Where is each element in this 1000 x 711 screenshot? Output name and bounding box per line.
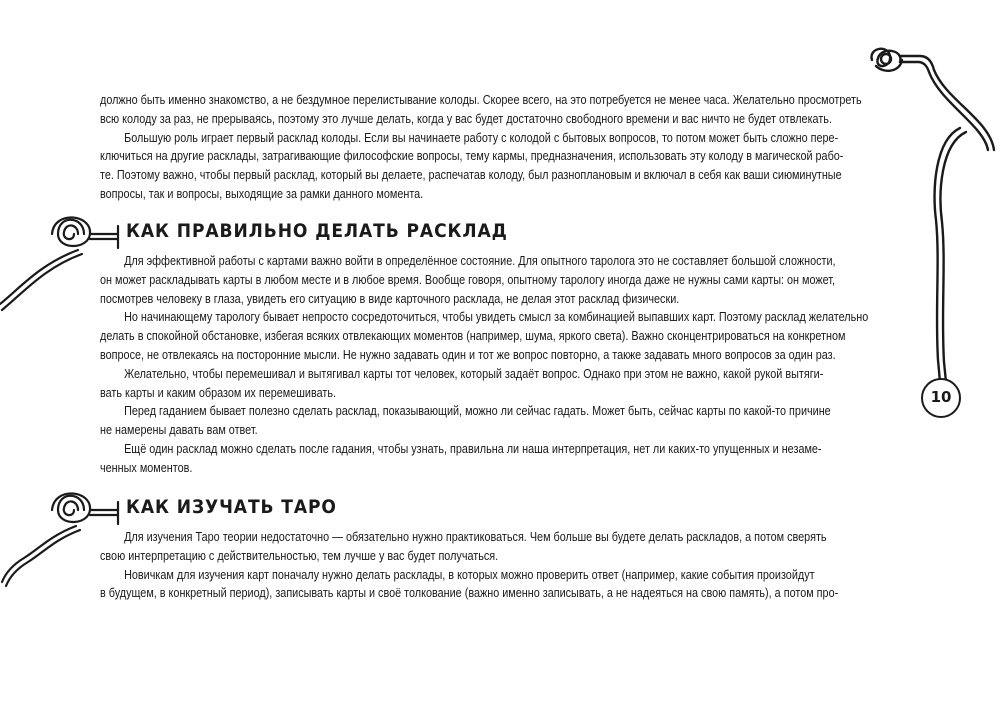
section2-text	[100, 528, 900, 603]
text-line: Перед гаданием бывает полезно сделать расклад, показывающий, можно ли сейчас гадать. Может быть, сейчас карты по какой-то причине	[124, 404, 831, 419]
text-line: он может раскладывать карты в любом месте и в любое время. Вообще говоря, опытному тарологу иногда даже не нужны сами карты: он может,	[100, 272, 836, 287]
text-line: вать карты и каким образом их перемешивать.	[100, 385, 337, 400]
intro-text	[100, 91, 862, 204]
text-line: не намерены давать вам ответ.	[100, 423, 258, 438]
text-line: Для эффективной работы с картами важно войти в определённое состояние. Для опытного таролога это не составляет большой сложности,	[124, 254, 836, 268]
section-heading-study: КАК ИЗУЧАТЬ ТАРО	[126, 496, 337, 518]
text-line: всю колоду за раз, не прерываясь, поэтому это лучше делать, когда у вас будет достаточно свободного времени и вас ничто не будет отвлекать.	[100, 111, 832, 126]
text-line: делать в спокойной обстановке, избегая всяких отвлекающих моментов (например, шума, яркого света). Важно сконцентрироваться на конкретном	[100, 329, 846, 344]
text-line: в будущем, в конкретный период), записывать карты и своё толкование (важно именно записывать, а не надеяться на свою память), а потом про-	[100, 586, 839, 601]
text-line: посмотрев человеку в глаза, увидеть его ситуацию в виде карточного расклада, не делая этот расклад физически.	[100, 291, 680, 306]
text-line: Для изучения Таро теории недостаточно — обязательно нужно практиковаться. Чем больше вы будете делать раскладов, а потом сверять	[124, 530, 827, 544]
text-line: Ещё один расклад можно сделать после гадания, чтобы узнать, правильна ли наша интерпретация, нет ли каких-то упущенных и незаме-	[124, 441, 822, 456]
text-line: ченных моментов.	[100, 460, 193, 475]
text-line: вопросе, не отвлекаясь на посторонние мысли. Не нужно задавать один и тот же вопрос повторно, а также задавать много вопросов за один раз.	[100, 347, 836, 362]
section-heading-spread: КАК ПРАВИЛЬНО ДЕЛАТЬ РАСКЛАД	[126, 220, 508, 242]
text-line: Новичкам для изучения карт поначалу нужно делать расклады, в которых можно проверить ответ (например, какие события произойдут	[124, 567, 815, 582]
text-line: свою интерпретацию с действительностью, тем лучше у вас будет получаться.	[100, 548, 499, 563]
text-line: Желательно, чтобы перемешивал и вытягивал карты тот человек, который задаёт вопрос. Однако при этом не важно, какой рукой вытяги-	[124, 366, 824, 381]
page-number: 10	[921, 378, 961, 418]
text-line: должно быть именно знакомство, а не бездумное перелистывание колоды. Скорее всего, на это потребуется не менее часа. Желательно просмотреть	[100, 93, 862, 107]
text-line: Но начинающему тарологу бывает непросто сосредоточиться, чтобы увидеть смысл за комбинацией выпавших карт. Поэтому расклад желательно	[124, 310, 869, 325]
text-line: вопросы, так и вопросы, выходящие за рамки данного момента.	[100, 186, 424, 201]
text-line: Большую роль играет первый расклад колоды. Если вы начинаете работу с колодой с бытовых вопросов, то потом может быть сложно пере-	[124, 130, 839, 145]
section1-text	[100, 252, 900, 478]
text-line: те. Поэтому важно, чтобы первый расклад, который вы делаете, распечатав колоду, был разноплановым и включал в себя как ваши сиюминутные	[100, 168, 842, 183]
text-line: ключиться на другие расклады, затрагивающие философские вопросы, тему кармы, предназначения, использовать эту колоду в магической рабо-	[100, 149, 844, 164]
